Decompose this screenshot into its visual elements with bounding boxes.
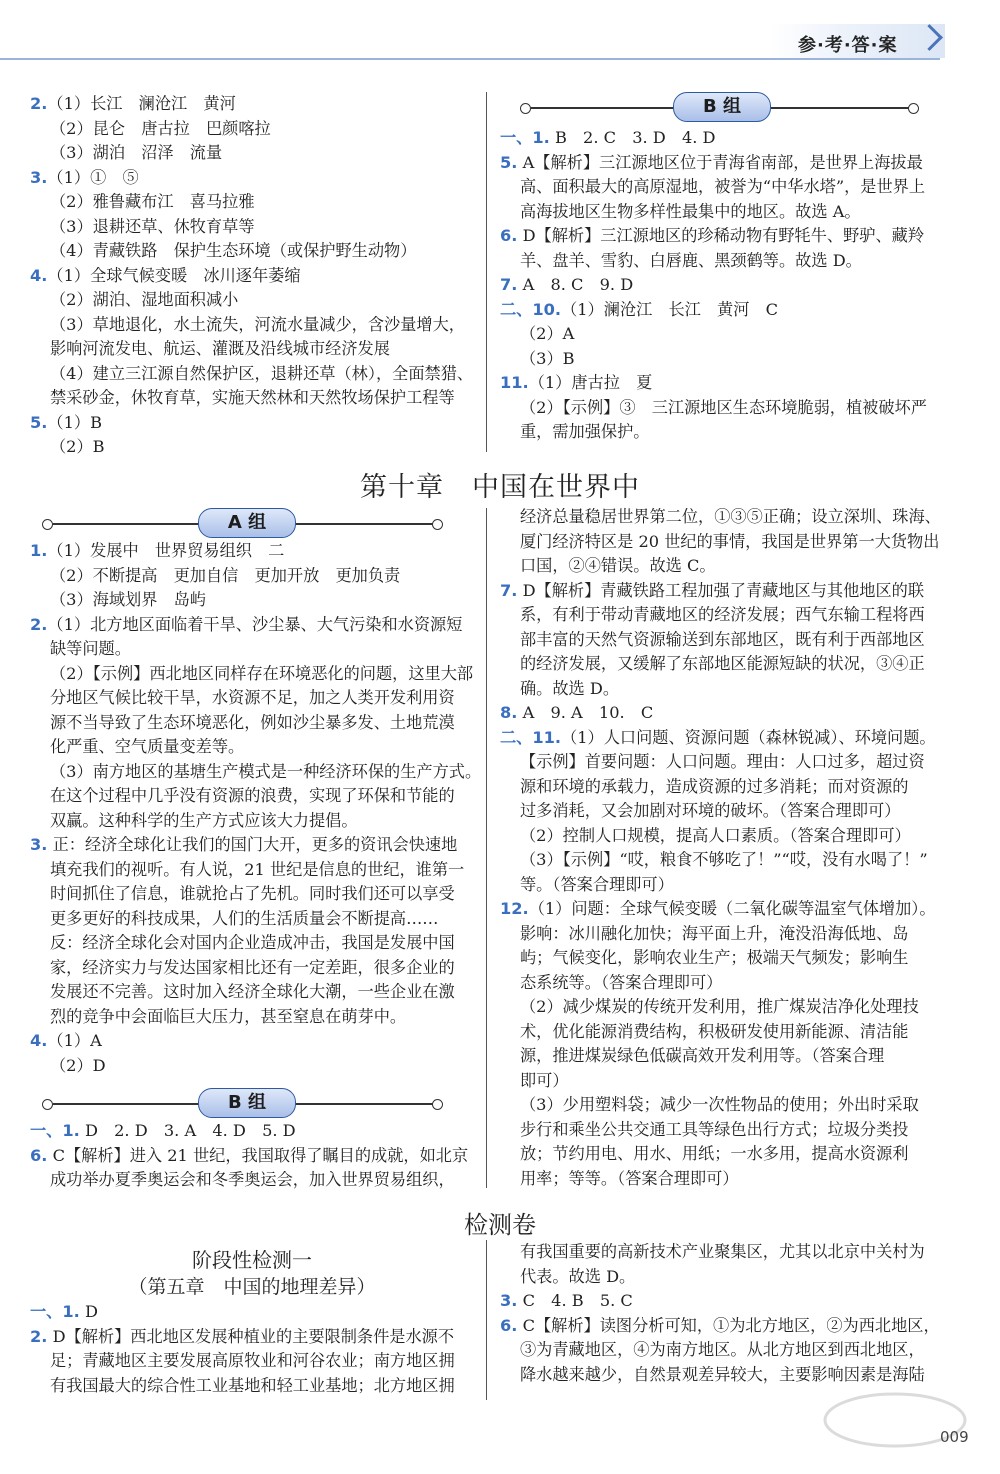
answer-line: （2）D (50, 1055, 106, 1075)
answer-line: 术，优化能源消费结构，积极研发使用新能源、清洁能 (520, 1021, 909, 1041)
answer-line: 厦门经济特区是 20 世纪的事情，我国是世界第一大货物出 (520, 531, 940, 551)
group-b-header-2 (42, 1088, 444, 1120)
group-b-header-1 (520, 92, 920, 124)
answer-line: 时间抓住了信息，谁就抢占了先机。同时我们还可以享受 (50, 884, 455, 903)
answer-line: 二、11.（1）人口问题、资源问题（森林锐减）、环境问题。 (500, 727, 936, 747)
test-chapter-subtitle: （第五章 中国的地理差异） (128, 1276, 376, 1298)
answer-line: 在这个过程中几乎没有资源的浪费，实现了环保和节能的 (50, 786, 455, 805)
answer-line: （2）减少煤炭的传统开发利用，推广煤炭洁净化处理技 (520, 997, 919, 1016)
answer-line: 源和环境的承载力，造成资源的过多消耗；而对资源的 (520, 776, 909, 796)
answer-line: 放；节约用电、用水、用纸；一水多用，提高水资源利 (520, 1144, 909, 1163)
answer-line: （2）不断提高 更加自信 更加开放 更加负责 (50, 565, 401, 585)
answer-line: （2）雅鲁藏布江 喜马拉雅 (50, 192, 255, 211)
answer-line: 部丰富的天然气资源输送到东部地区，既有利于西部地区 (520, 629, 925, 649)
answer-line: （2）A (520, 324, 575, 343)
answer-line: 烈的竞争中会面临巨大压力，甚至窒息在萌芽中。 (50, 1006, 407, 1026)
answer-line: 2. D【解析】西北地区发展种植业的主要限制条件是水源不 (30, 1326, 455, 1346)
answer-line: （3）湖泊 沼泽 流量 (50, 143, 223, 162)
answers-top-right (500, 126, 927, 445)
answer-line: 3. 正：经济全球化让我们的国门大开，更多的资讯会快速地 (30, 835, 458, 854)
answer-line: 的经济发展，又缓解了东部地区能源短缺的状况，③④正 (520, 654, 925, 673)
answer-line: 用率；等等。（答案合理即可） (520, 1168, 739, 1188)
group-a-header (42, 508, 444, 540)
answer-line: 分地区气候比较干旱，水资源不足，加之人类开发利用资 (50, 688, 455, 707)
answer-line: 1.（1）发展中 世界贸易组织 二 (30, 541, 285, 560)
answers-test-left (30, 1300, 455, 1398)
answer-line: 过多消耗，又会加剧对环境的破坏。（答案合理即可） (520, 801, 901, 820)
answer-line: 5. A【解析】三江源地区位于青海省南部，是世界上海拔最 (500, 152, 923, 172)
answer-line: 8. A 9. A 10. C (500, 703, 654, 722)
answer-line: （3）海域划界 岛屿 (50, 590, 206, 609)
answer-line: 影响河流发电、航运、灌溉及沿线城市经济发展 (50, 339, 390, 358)
test-section-title: 检测卷 (464, 1211, 536, 1239)
answer-line: （2）昆仑 唐古拉 巴颜喀拉 (50, 118, 271, 138)
answer-line: 【示例】首要问题：人口问题。理由：人口过多，超过资 (520, 752, 925, 771)
answer-line: 影响：冰川融化加快；海平面上升，淹没沿海低地、岛 (520, 923, 909, 943)
answer-line: 6. C【解析】进入 21 世纪，我国取得了瞩目的成就，如北京 (30, 1145, 469, 1165)
test-subtitle: 阶段性检测一 (192, 1248, 312, 1272)
answer-line: 羊、盘羊、雪豹、白唇鹿、黑颈鹤等。故选 D。 (520, 250, 862, 270)
answer-line: （3）草地退化，水土流失，河流水量减少，含沙量增大， (50, 314, 465, 334)
answers-top-left (30, 92, 473, 460)
answer-line: 一、1. D 2. D 3. A 4. D 5. D (30, 1121, 296, 1140)
column-divider-bottom (486, 1240, 487, 1400)
answer-line: 一、1. D (30, 1302, 98, 1321)
column-divider-top (486, 92, 487, 452)
answer-line: （4）青藏铁路 保护生态环境（或保护野生动物） (50, 241, 417, 260)
answer-line: 11.（1）唐古拉 夏 (500, 373, 653, 392)
group-a-label: A 组 (198, 508, 296, 538)
answer-line: 重，需加强保护。 (520, 422, 650, 441)
answers-chapter10-group-a (30, 539, 481, 1078)
answer-line: 反：经济全球化会对国内企业造成冲击，我国是发展中国 (50, 933, 455, 952)
chapter-title: 第十章 中国在世界中 (360, 472, 640, 503)
answer-line: 缺等问题。 (50, 639, 131, 658)
group-b-label: B 组 (673, 92, 771, 122)
answer-line: 一、1. B 2. C 3. D 4. D (500, 128, 716, 147)
answer-line: 高、面积最大的高原湿地，被誉为“中华水塔”，是世界上 (520, 177, 926, 196)
answer-line: （3）【示例】“哎，粮食不够吃了！”“哎，没有水喝了！” (520, 850, 928, 869)
answer-line: （2）【示例】西北地区同样存在环境恶化的问题，这里大部 (50, 663, 474, 683)
group-b-label-2: B 组 (198, 1088, 296, 1118)
answer-line: 屿；气候变化，影响农业生产；极端天气频发；影响生 (520, 948, 909, 967)
answer-line: 足；青藏地区主要发展高原牧业和河谷农业；南方地区拥 (50, 1351, 455, 1370)
answer-line: 双赢。这种科学的生产方式应该大力提倡。 (50, 810, 358, 830)
answer-line: 2.（1）长江 澜沧江 黄河 (30, 94, 236, 113)
answer-line: 2.（1）北方地区面临着干旱、沙尘暴、大气污染和水资源短 (30, 614, 463, 634)
page-number: 009 (940, 1428, 969, 1446)
answer-line: ③为青藏地区，④为南方地区。从北方地区到西北地区， (520, 1340, 925, 1359)
answer-line: 3.（1）① ⑤ (30, 167, 139, 187)
answer-line: 系，有利于带动青藏地区的经济发展；西气东输工程将西 (520, 605, 925, 624)
answer-line: 高海拔地区生物多样性最集中的地区。故选 A。 (520, 201, 861, 221)
answer-line: 禁采砂金，休牧育草，实施天然林和天然牧场保护工程等 (50, 388, 455, 407)
answer-line: 12.（1）问题：全球气候变暖（二氧化碳等温室气体增加）。 (500, 899, 936, 918)
answer-line: 化严重、空气质量变差等。 (50, 737, 245, 756)
answer-line: （3）退耕还草、休牧育草等 (50, 216, 255, 236)
answer-line: 更多更好的科技成果，人们的生活质量会不断提高…… (50, 908, 439, 928)
answers-chapter10-right (500, 505, 941, 1191)
answer-line: （4）建立三江源自然保护区，退耕还草（林），全面禁猎、 (50, 363, 474, 383)
header-title: 参·考·答·案 (798, 35, 898, 56)
answer-line: 确。故选 D。 (520, 678, 620, 698)
answer-line: （2）B (50, 437, 105, 456)
answer-line: 步行和乘坐公共交通工具等绿色出行方式；垃圾分类投 (520, 1119, 909, 1139)
column-divider-mid (486, 508, 487, 1188)
answer-line: 填充我们的视听。有人说，21 世纪是信息的世纪，谁第一 (50, 859, 465, 879)
answer-line: 7. D【解析】青藏铁路工程加强了青藏地区与其他地区的联 (500, 580, 925, 600)
answer-line: 4.（1）A (30, 1031, 102, 1050)
answer-line: 源不当导致了生态环境恶化，例如沙尘暴多发、土地荒漠 (50, 712, 455, 732)
answer-line: 4.（1）全球气候变暖 冰川逐年萎缩 (30, 265, 301, 285)
answer-line: （2）【示例】③ 三江源地区生态环境脆弱，植被破坏严 (520, 397, 927, 417)
answer-line: 3. C 4. B 5. C (500, 1291, 633, 1310)
answer-line: 口国，②④错误。故选 C。 (520, 556, 716, 575)
answer-line: 有我国重要的高新技术产业聚集区，尤其以北京中关村为 (520, 1242, 925, 1261)
answer-line: 家，经济实力与发达国家相比还有一定差距，很多企业的 (50, 957, 455, 977)
answer-line: （3）B (520, 348, 575, 368)
answer-line: 经济总量稳居世界第二位，①③⑤正确；设立深圳、珠海、 (520, 507, 941, 526)
answer-line: 源，推进煤炭绿色低碳高效开发利用等。（答案合理 (520, 1046, 885, 1065)
answer-line: （2）湖泊、湿地面积减小 (50, 290, 239, 309)
answer-line: （3）南方地区的基塘生产模式是一种经济环保的生产方式。 (50, 761, 482, 781)
answer-line: 降水越来越少，自然景观差异较大，主要影响因素是海陆 (520, 1364, 925, 1384)
answer-line: 6. C【解析】读图分析可知，①为北方地区，②为西北地区， (500, 1315, 940, 1335)
answer-line: 成功举办夏季奥运会和冬季奥运会，加入世界贸易组织， (50, 1170, 455, 1189)
answer-line: 6. D【解析】三江源地区的珍稀动物有野牦牛、野驴、藏羚 (500, 226, 925, 245)
page-header (0, 0, 1000, 70)
answer-line: 代表。故选 D。 (520, 1266, 636, 1286)
answers-chapter10-group-b (30, 1119, 468, 1193)
answer-line: 态系统等。（答案合理即可） (520, 972, 723, 992)
answer-line: 等。（答案合理即可） (520, 874, 674, 894)
header-rule (0, 58, 940, 60)
answer-line: （3）少用塑料袋；减少一次性物品的使用；外出时采取 (520, 1095, 919, 1114)
answer-line: 5.（1）B (30, 412, 102, 432)
answer-line: 二、10.（1）澜沧江 长江 黄河 C (500, 299, 778, 319)
answer-line: （2）控制人口规模，提高人口素质。（答案合理即可） (520, 825, 911, 845)
answer-line: 7. A 8. C 9. D (500, 275, 634, 294)
answer-line: 有我国最大的综合性工业基地和轻工业基地；北方地区拥 (50, 1375, 455, 1395)
answer-line: 发展还不完善。这时加入经济全球化大潮，一些企业在激 (50, 982, 455, 1001)
answers-test-right (500, 1240, 940, 1387)
answer-line: 即可） (520, 1070, 569, 1090)
